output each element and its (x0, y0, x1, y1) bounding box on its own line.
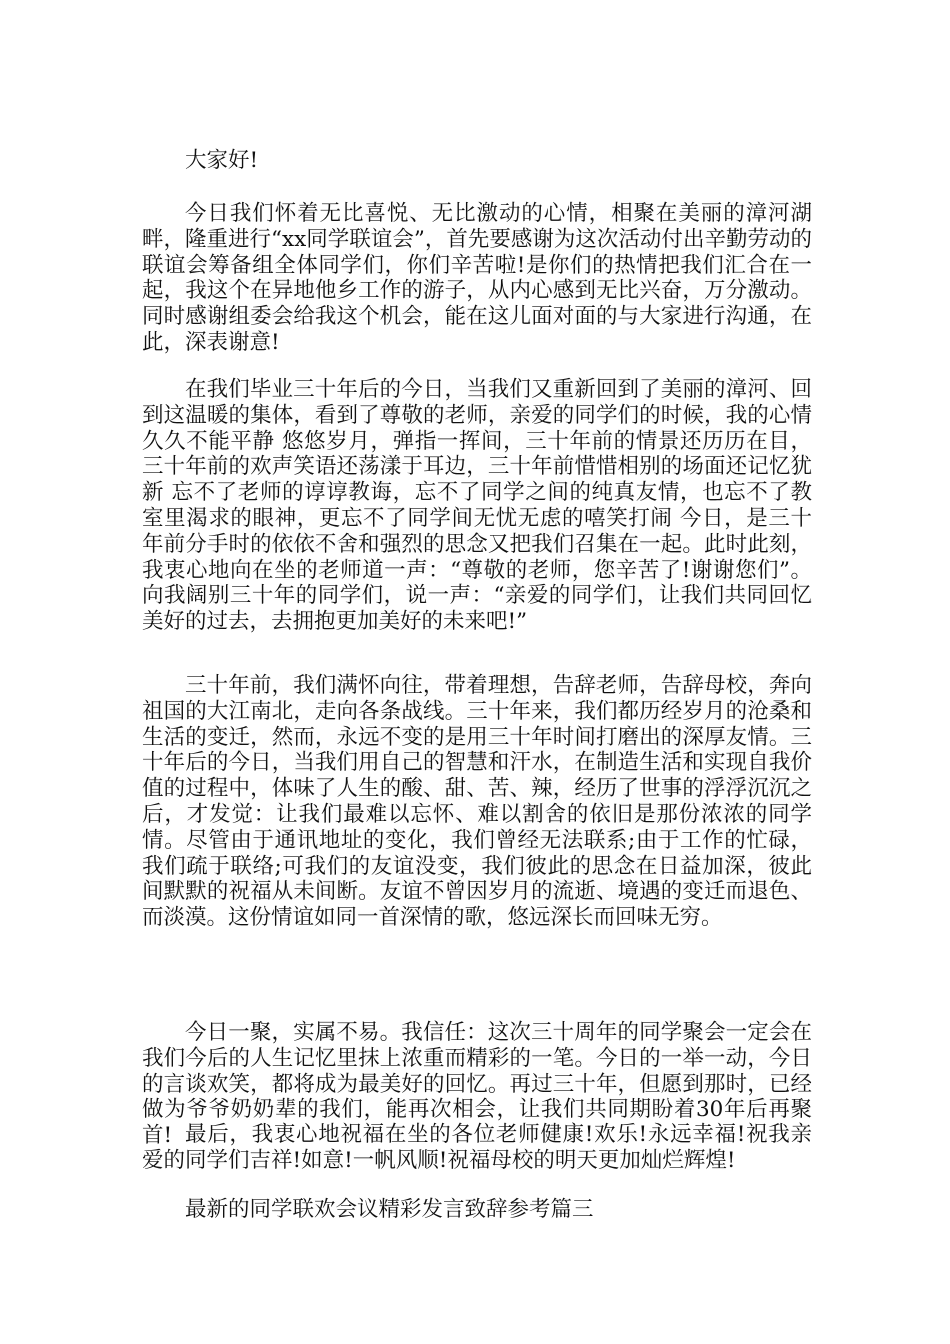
body-paragraph-5: 最后，我衷心地祝福在坐的各位老师健康!欢乐!永远幸福!祝我亲爱的同学们吉祥!如意!一帆风顺!祝福母校的明天更加灿烂辉煌! (142, 1122, 812, 1173)
body-paragraph-2: 在我们毕业三十年后的今日，当我们又重新回到了美丽的漳河、回到这温暖的集体，看到了尊敬的老师，亲爱的同学们的时候，我的心情久久不能平静 悠悠岁月，弹指一挥间，三十年前的情景还历历在目，三十年前的欢声笑语还荡漾于耳边，三十年前惜惜相别的场面还记忆犹新 忘不了老师的谆谆教诲，忘不了同学之间的纯真友情，也忘不了教室里渴求的眼神，更忘不了同学间无忧无虑的嘻笑打闹 今日，是三十年前分手时的依依不舍和强烈的思念又把我们召集在一起。此时此刻，我衷心地向在坐的老师道一声：“尊敬的老师，您辛苦了!谢谢您们”。向我阔别三十年的同学们，说一声：“亲爱的同学们，让我们共同回忆美好的过去，去拥抱更加美好的未来吧!” (142, 377, 812, 635)
section-heading: 最新的同学联欢会议精彩发言致辞参考篇三 (185, 1197, 594, 1222)
body-paragraph-3: 三十年前，我们满怀向往，带着理想，告辞老师，告辞母校，奔向祖国的大江南北，走向各条战线。三十年来，我们都历经岁月的沧桑和生活的变迁，然而，永远不变的是用三十年时间打磨出的深厚友情。三十年后的今日，当我们用自己的智慧和汗水，在制造生活和实现自我价值的过程中，体味了人生的酸、甜、苦、辣，经历了世事的浮浮沉沉之后，才发觉：让我们最难以忘怀、难以割舍的依旧是那份浓浓的同学情。尽管由于通讯地址的变化，我们曾经无法联系;由于工作的忙碌，我们疏于联络;可我们的友谊没变，我们彼此的思念在日益加深，彼此间默默的祝福从未间断。友谊不曾因岁月的流逝、境遇的变迁而退色、而淡漠。这份情谊如同一首深情的歌，悠远深长而回味无穷。 (142, 673, 812, 931)
body-paragraph-4: 今日一聚，实属不易。我信任：这次三十周年的同学聚会一定会在我们今后的人生记忆里抹上浓重而精彩的一笔。今日的一举一动，今日的言谈欢笑，都将成为最美好的回忆。再过三十年，但愿到那时，已经做为爷爷奶奶辈的我们，能再次相会，让我们共同期盼着30年后再聚首! (142, 1020, 812, 1149)
body-paragraph-1: 今日我们怀着无比喜悦、无比激动的心情，相聚在美丽的漳河湖畔，隆重进行“xx同学联谊会”，首先要感谢为这次活动付出辛勤劳动的联谊会筹备组全体同学们，你们辛苦啦!是你们的热情把我们汇合在一起，我这个在异地他乡工作的游子，从内心感到无比兴奋，万分激动。同时感谢组委会给我这个机会，能在这儿面对面的与大家进行沟通，在此，深表谢意! (142, 201, 812, 355)
greeting-paragraph: 大家好! (185, 148, 259, 173)
